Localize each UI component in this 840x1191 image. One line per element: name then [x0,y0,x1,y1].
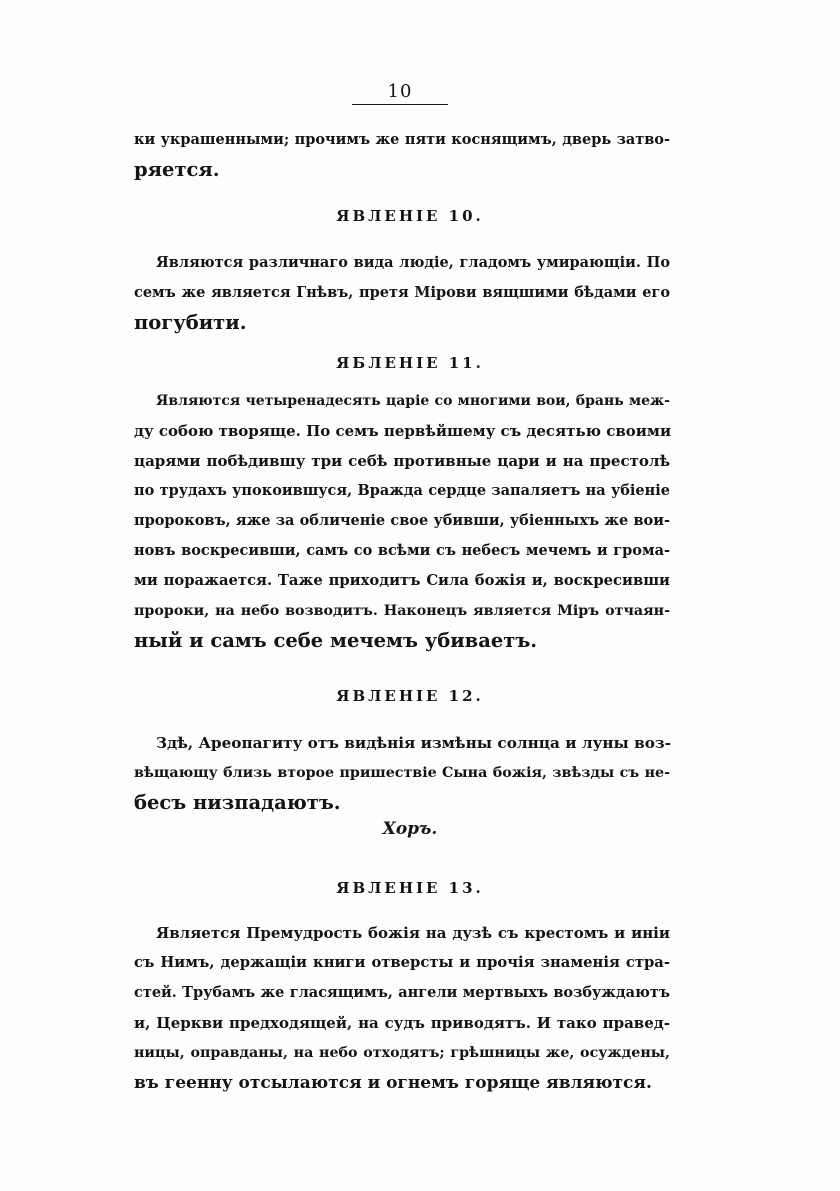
section-11-line-8: пророки, на небо возводитъ. Наконецъ является Міръ отчаян- [134,603,670,619]
section-11-line-2: ду собою творяще. По семъ первѣйшему съ десятью своими [134,422,672,440]
section-heading-11: ЯБЛЕНІЕ 11. [336,354,484,372]
chorus-label: Хоръ. [382,819,438,839]
section-10-line-3: погубити. [134,311,247,334]
section-13-line-4: и, Церкви предходящей, на судъ приводятъ. И тако правед- [134,1014,670,1032]
section-13-line-3: стей. Трубамъ же гласящимъ, ангели мертвыхъ возбуждаютъ [134,984,670,1001]
page-number: 10 [387,81,413,102]
section-12-line-2: вѣщающу близь второе пришествіе Сына божія, звѣзды съ не- [134,765,670,781]
intro-line-2: ряется. [134,158,220,181]
section-heading-10: ЯВЛЕНІЕ 10. [336,207,484,225]
section-12-line-3: бесъ низпадаютъ. [134,791,341,814]
section-11-line-1: Являются четыренадесять царіе со многими вои, брань меж- [156,393,670,409]
section-13-line-1: Является Премудрость божія на дузѣ съ крестомъ и иніи [156,924,670,942]
section-11-line-7: ми поражается. Таже приходитъ Сила божія и, воскресивши [134,572,670,589]
section-10-line-1: Являются различнаго вида людіе, гладомъ умирающіи. По [156,254,670,271]
page-number-rule [352,104,448,105]
section-heading-13: ЯВЛЕНІЕ 13. [336,879,484,897]
section-11-line-6: новъ воскресивши, самъ со всѣми съ небесъ мечемъ и грома- [134,542,670,559]
section-13-line-5: ницы, оправданы, на небо отходятъ; грѣшницы же, осуждены, [134,1045,670,1061]
section-11-line-9: ный и самъ себе мечемъ убиваетъ. [134,629,538,652]
section-13-line-2: съ Нимъ, держащіи книги отверсты и прочія знаменія стра- [134,954,670,971]
section-11-line-4: по трудахъ упокоившуся, Вражда сердце запаляетъ на убіеніе [134,482,670,499]
section-12-line-1: Здѣ, Ареопагиту отъ видѣнія измѣны солнца и луны воз- [156,734,671,752]
intro-line-1: ки украшенными; прочимъ же пяти коснящимъ, дверь затво- [134,131,670,148]
section-11-line-5: пророковъ, яже за обличеніе свое убивши, убіенныхъ же вои- [134,512,670,529]
section-10-line-2: семъ же является Гнѣвъ, претя Мірови вящшими бѣдами его [134,284,670,301]
section-11-line-3: царями побѣдившу три себѣ противные цари и на престолѣ [134,452,670,470]
section-heading-12: ЯВЛЕНІЕ 12. [336,687,484,705]
section-13-line-6: въ геенну отсылаются и огнемъ горяще являются. [134,1073,652,1093]
